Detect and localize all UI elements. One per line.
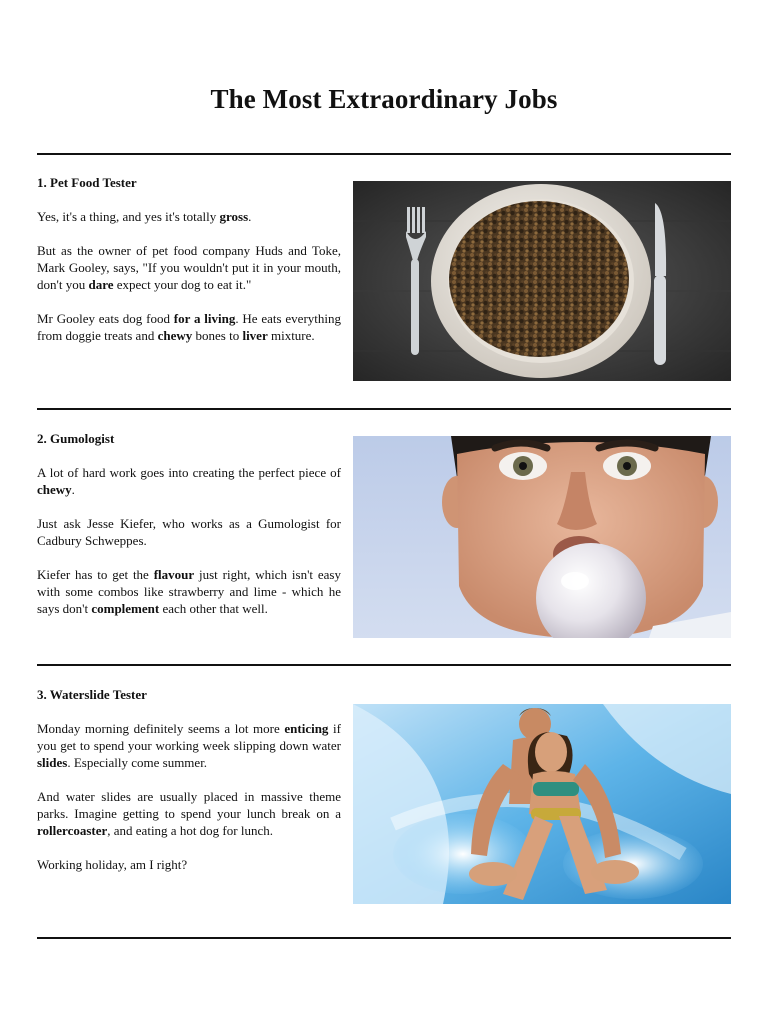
emphasis-word: gross — [219, 209, 249, 224]
emphasis-word: flavour — [153, 567, 195, 582]
emphasis-word: enticing — [284, 721, 329, 736]
divider — [37, 937, 731, 939]
emphasis-word: complement — [91, 601, 160, 616]
emphasis-word: chewy — [37, 482, 72, 497]
emphasis-word: dare — [88, 277, 114, 292]
divider — [37, 408, 731, 410]
divider — [37, 664, 731, 666]
emphasis-word: chewy — [157, 328, 193, 343]
section-paragraph: Just ask Jesse Kiefer, who works as a Gumologist for Cadbury Schweppes. — [37, 516, 341, 548]
section-paragraph: But as the owner of pet food company Huds and Toke, Mark Gooley, says, "If you wouldn't put it in your mouth, don't you dare expect your dog to eat it." — [37, 243, 341, 292]
waterslide-photo — [353, 704, 731, 904]
divider — [37, 153, 731, 155]
section-text — [37, 174, 341, 344]
section-paragraph: Mr Gooley eats dog food for a living. He eats everything from doggie treats and chewy bones to liver mixture. — [37, 311, 341, 343]
section-paragraph: And water slides are usually placed in massive theme parks. Imagine getting to spend your lunch break on a rollercoaster, and eating a hot dog for lunch. — [37, 789, 341, 838]
emphasis-word: for a living — [173, 311, 236, 326]
section-heading: 1. Pet Food Tester — [37, 175, 137, 190]
pet-food-photo — [353, 181, 731, 381]
section-paragraph: Working holiday, am I right? — [37, 857, 188, 872]
bubble-gum-photo — [353, 436, 731, 638]
section-text — [37, 430, 341, 617]
section-paragraph: Kiefer has to get the flavour just right, which isn't easy with some combos like strawberry and lime - which he says don't complement each other that well. — [37, 567, 341, 616]
emphasis-word: slides — [37, 755, 68, 770]
section-paragraph: Yes, it's a thing, and yes it's totally gross. — [37, 209, 252, 224]
emphasis-word: liver — [242, 328, 268, 343]
section-paragraph: A lot of hard work goes into creating the perfect piece of chewy. — [37, 465, 341, 497]
document-title: The Most Extraordinary Jobs — [210, 84, 558, 114]
emphasis-word: rollercoaster — [37, 823, 108, 838]
section-heading: 2. Gumologist — [37, 431, 115, 446]
section-heading: 3. Waterslide Tester — [37, 687, 147, 702]
section-text — [37, 686, 341, 873]
section-paragraph: Monday morning definitely seems a lot more enticing if you get to spend your working week slipping down water slides. Especially come summer. — [37, 721, 341, 770]
